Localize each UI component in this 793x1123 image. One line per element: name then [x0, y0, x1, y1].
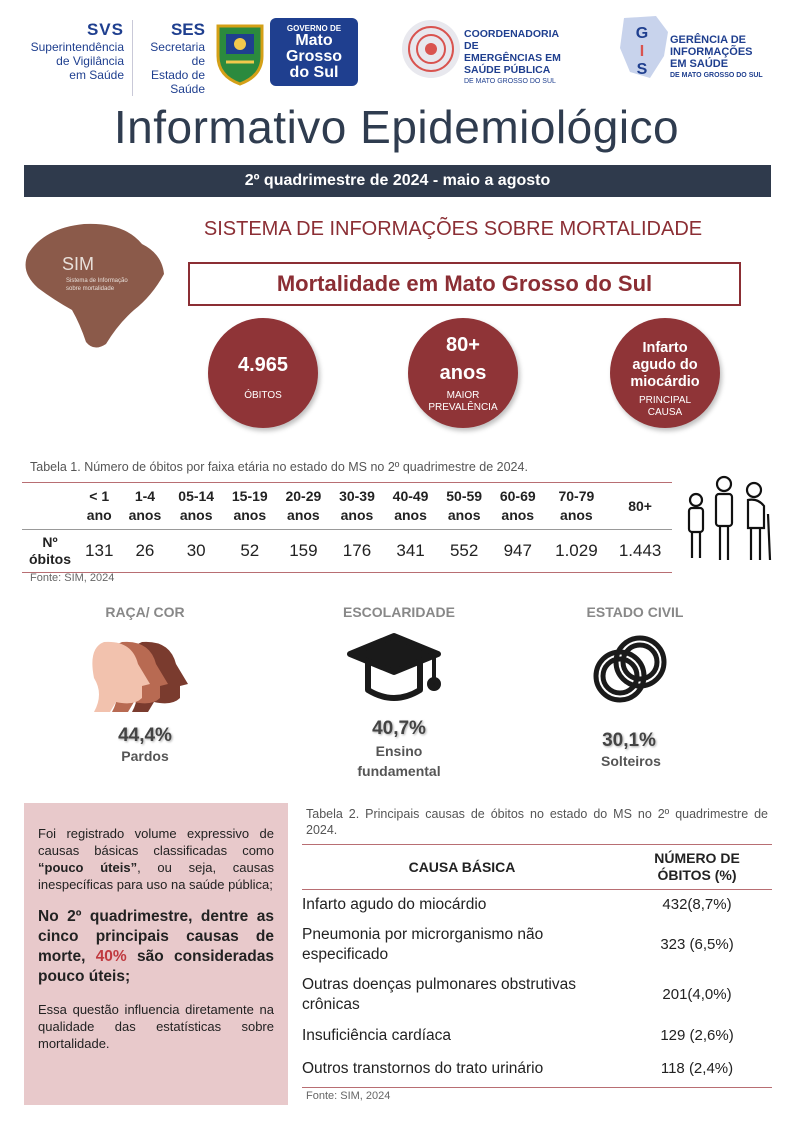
age-header-5: 30-39 anos	[339, 488, 375, 523]
section-heading: SISTEMA DE INFORMAÇÕES SOBRE MORTALIDADE	[203, 218, 703, 240]
gis-line3: EM SAÚDE	[670, 58, 729, 70]
table-row	[302, 890, 772, 920]
age-header-2: 05-14 anos	[178, 488, 215, 523]
main-cause-value-3: miocárdio	[630, 374, 700, 390]
gis-line2: INFORMAÇÕES	[670, 46, 753, 58]
brazil-map-icon	[14, 214, 174, 354]
age-value-8: 947	[503, 541, 532, 560]
svg-text:I: I	[639, 43, 645, 60]
age-header-1: 1-4 anos	[128, 488, 162, 523]
civil-status-description: Solteiros	[601, 753, 661, 769]
cause-deaths: 323 (6,5%)	[660, 935, 734, 953]
race-description: Pardos	[121, 748, 169, 764]
age-prevalence-value-2: anos	[439, 362, 487, 384]
svs-line2: de Vigilância	[56, 54, 124, 68]
cause-name: Insuficiência cardíaca	[302, 1026, 452, 1044]
education-percentage: 40,7%	[372, 718, 426, 739]
age-value-0: 131	[85, 541, 114, 560]
age-value-7: 552	[449, 541, 479, 560]
svg-text:G: G	[635, 25, 649, 42]
graduation-cap-icon	[344, 630, 444, 710]
svs-line3: em Saúde	[69, 68, 124, 82]
age-table-data-row	[22, 530, 672, 573]
ses-line2: Estado de	[150, 68, 205, 82]
note-paragraph-1: Foi registrado volume expressivo de causas básicas classificadas como “pouco úteis”, ou seja, causas inespecíficas para uso na saúde pública;	[38, 826, 274, 892]
cause-name: Pneumonia por microrganismo não especificado	[302, 925, 544, 963]
gis-text	[670, 34, 763, 82]
age-header-9: 70-79 anos	[558, 488, 595, 523]
table-row	[302, 970, 772, 1020]
ses-logo	[132, 20, 205, 96]
table-row	[302, 920, 772, 970]
target-icon	[400, 18, 462, 80]
deaths-total-value: 4.965	[237, 354, 289, 376]
cause-name: Infarto agudo do miocárdio	[302, 895, 487, 913]
main-cause-value-1: Infarto	[642, 340, 688, 356]
age-header-6: 40-49 anos	[392, 488, 429, 523]
coord-line2: EMERGÊNCIAS EM	[464, 52, 561, 64]
coord-line4: DE MATO GROSSO DO SUL	[464, 78, 556, 85]
race-percentage: 44,4%	[118, 725, 172, 746]
civil-status-percentage: 30,1%	[602, 730, 656, 751]
ses-line3: Saúde	[170, 82, 205, 96]
svg-text:S: S	[636, 61, 648, 78]
rings-icon	[590, 626, 670, 716]
gis-line4: DE MATO GROSSO DO SUL	[670, 72, 763, 79]
gov-line2: Mato	[295, 32, 333, 49]
age-value-5: 176	[342, 541, 372, 560]
table2-caption: Tabela 2. Principais causas de óbitos no estado do MS no 2º quadrimestre de 2024.	[306, 807, 768, 837]
svs-abbr: SVS	[86, 20, 124, 39]
age-header-10: 80+	[628, 497, 652, 514]
cause-name: Outras doenças pulmonares obstrutivas crônicas	[302, 975, 576, 1013]
note-box	[24, 803, 288, 1105]
age-table	[22, 482, 672, 573]
gov-text-box	[270, 18, 358, 86]
causes-table-header-row	[302, 845, 772, 890]
age-table-corner	[22, 483, 78, 530]
people-icon	[684, 474, 776, 566]
cause-deaths: 118 (2,4%)	[660, 1060, 734, 1078]
coordenadoria-logo	[400, 18, 575, 85]
age-prevalence-label-1: MAIOR	[446, 390, 480, 401]
table2-source: Fonte: SIM, 2024	[306, 1090, 391, 1102]
age-prevalence-value-1: 80+	[446, 334, 480, 356]
education-description-2: fundamental	[357, 763, 441, 779]
gov-line3: Grosso	[285, 48, 342, 65]
main-cause-label-1: PRINCIPAL	[638, 395, 692, 406]
period-bar: 2º quadrimestre de 2024 - maio a agosto	[24, 165, 771, 197]
age-header-3: 15-19 anos	[231, 488, 268, 523]
mortality-title-box: Mortalidade em Mato Grosso do Sul	[188, 262, 741, 306]
note-paragraph-3: Essa questão influencia diretamente na qualidade das estatísticas sobre mortalidade.	[38, 1002, 274, 1051]
age-table-header-row	[22, 483, 672, 530]
coord-line1: COORDENADORIA DE	[464, 28, 559, 52]
deaths-column-header: NÚMERO DE ÓBITOS (%)	[654, 850, 740, 883]
coord-text	[464, 28, 575, 88]
age-header-8: 60-69 anos	[499, 488, 536, 523]
age-value-4: 159	[289, 541, 318, 560]
age-prevalence-circle	[408, 318, 518, 428]
cause-deaths: 432(8,7%)	[662, 895, 732, 913]
note-paragraph-2: No 2º quadrimestre, dentre as cinco principais causas de morte, 40% são consideradas pouco úteis;	[38, 908, 274, 985]
coord-line3: SAÚDE PÚBLICA	[464, 64, 551, 76]
education-description-1: Ensino	[375, 743, 423, 759]
causes-table	[302, 844, 772, 1088]
age-value-1: 26	[135, 541, 155, 560]
main-cause-circle	[610, 318, 720, 428]
sim-abbr: SIM	[62, 254, 95, 274]
main-cause-value-2: agudo do	[632, 357, 698, 373]
age-value-9: 1.029	[555, 541, 598, 560]
gov-line1: GOVERNO DE	[286, 24, 342, 33]
age-value-3: 52	[240, 541, 260, 560]
age-value-2: 30	[186, 541, 206, 560]
table-row	[302, 1020, 772, 1052]
cause-column-header: CAUSA BÁSICA	[408, 858, 516, 875]
gis-line1: GERÊNCIA DE	[670, 34, 746, 46]
cause-deaths: 201(4,0%)	[662, 985, 732, 1003]
race-label: RAÇA/ COR	[105, 604, 185, 620]
cause-deaths: 129 (2,6%)	[660, 1026, 734, 1044]
deaths-total-circle	[208, 318, 318, 428]
table1-caption: Tabela 1. Número de óbitos por faixa etária no estado do MS no 2º quadrimestre de 2024.	[30, 460, 528, 474]
age-header-4: 20-29 anos	[285, 488, 322, 523]
age-header-0: < 1 ano	[86, 488, 112, 523]
sim-logo	[14, 214, 174, 354]
table1-source: Fonte: SIM, 2024	[30, 572, 115, 584]
gov-line4: do Sul	[289, 64, 339, 81]
age-header-7: 50-59 anos	[446, 488, 483, 523]
page-title: Informativo Epidemiológico	[113, 101, 680, 153]
coat-of-arms-icon	[212, 18, 268, 86]
age-value-6: 341	[396, 541, 425, 560]
governo-ms-logo	[212, 18, 357, 86]
sim-line1: Sistema de Informação	[66, 278, 128, 284]
cause-name: Outros transtornos do trato urinário	[302, 1060, 544, 1078]
ses-abbr: SES	[170, 20, 205, 39]
ses-line1: Secretaria de	[150, 40, 205, 68]
age-value-10: 1.443	[618, 541, 662, 560]
svs-line1: Superintendência	[30, 40, 124, 54]
civil-status-label: ESTADO CIVIL	[586, 604, 684, 620]
education-label: ESCOLARIDADE	[342, 604, 455, 620]
table-row	[302, 1052, 772, 1088]
main-cause-label-2: CAUSA	[647, 407, 683, 418]
sim-line2: sobre mortalidade	[66, 286, 115, 292]
age-prevalence-label-2: PREVALÊNCIA	[428, 402, 498, 413]
deaths-row-label: Nº óbitos	[29, 534, 71, 567]
gis-map-icon	[616, 12, 672, 82]
svs-logo	[14, 20, 124, 82]
gis-logo	[616, 12, 786, 82]
deaths-total-label: ÓBITOS	[244, 390, 282, 401]
heads-icon	[92, 634, 200, 714]
